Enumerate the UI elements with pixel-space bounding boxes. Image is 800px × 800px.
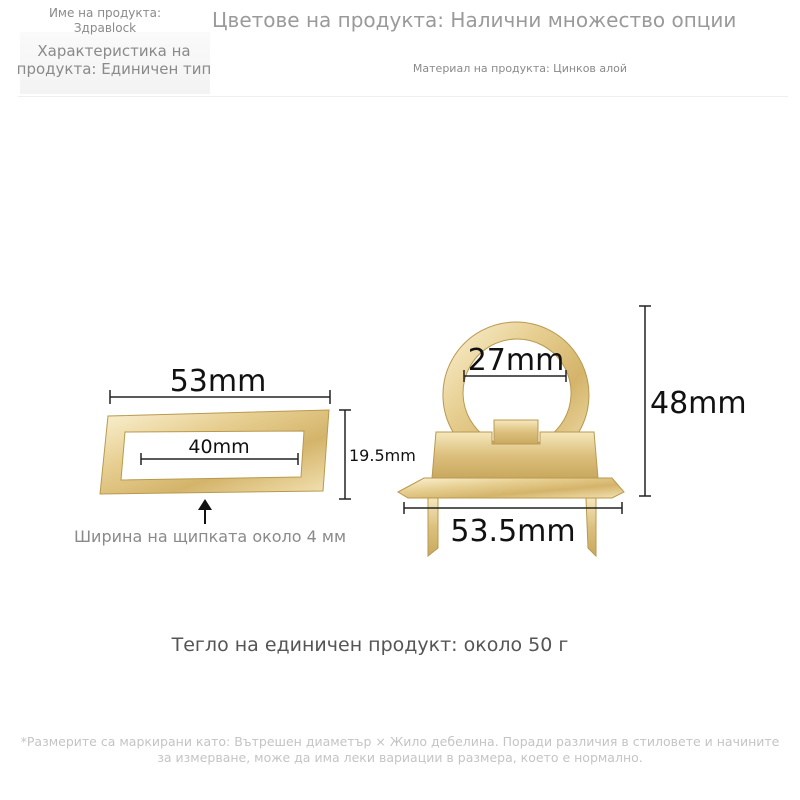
lock-height-label: 48mm <box>650 386 747 421</box>
frame-outer-width-label: 53mm <box>169 364 267 399</box>
ring-inner-dimension <box>464 343 566 382</box>
product-colors-label: Цветове на продукта: Налични множество опции <box>212 8 737 32</box>
product-material-label: Материал на продукта: Цинков алой <box>412 62 628 75</box>
lock-height-dimension <box>639 306 747 496</box>
measurement-footnote: *Размерите са маркирани като: Вътрешен диаметър × Жило дебелина. Поради различия в стиловете и начините за измерване, може да има леки вариации в размера, което е нормално. <box>20 734 780 765</box>
product-name-label: Име на продукта: Здравlock <box>48 6 162 35</box>
frame-inner-width-dimension <box>141 436 298 465</box>
frame-height-label: 19.5mm <box>349 446 416 465</box>
unit-weight-text: Тегло на единичен продукт: около 50 г <box>171 634 569 656</box>
ring-inner-label: 27mm <box>467 343 565 378</box>
frame-inner-width-label: 40mm <box>188 436 250 458</box>
band-arrow <box>198 499 212 524</box>
lock-width-label: 53.5mm <box>450 514 576 549</box>
band-width-note: Ширина на щипката около 4 мм <box>73 527 347 546</box>
frame-height-dimension <box>339 410 416 499</box>
product-characteristic-label: Характеристика на продукта: Единичен тип <box>16 42 212 78</box>
frame-outer-width-dimension <box>110 364 330 404</box>
